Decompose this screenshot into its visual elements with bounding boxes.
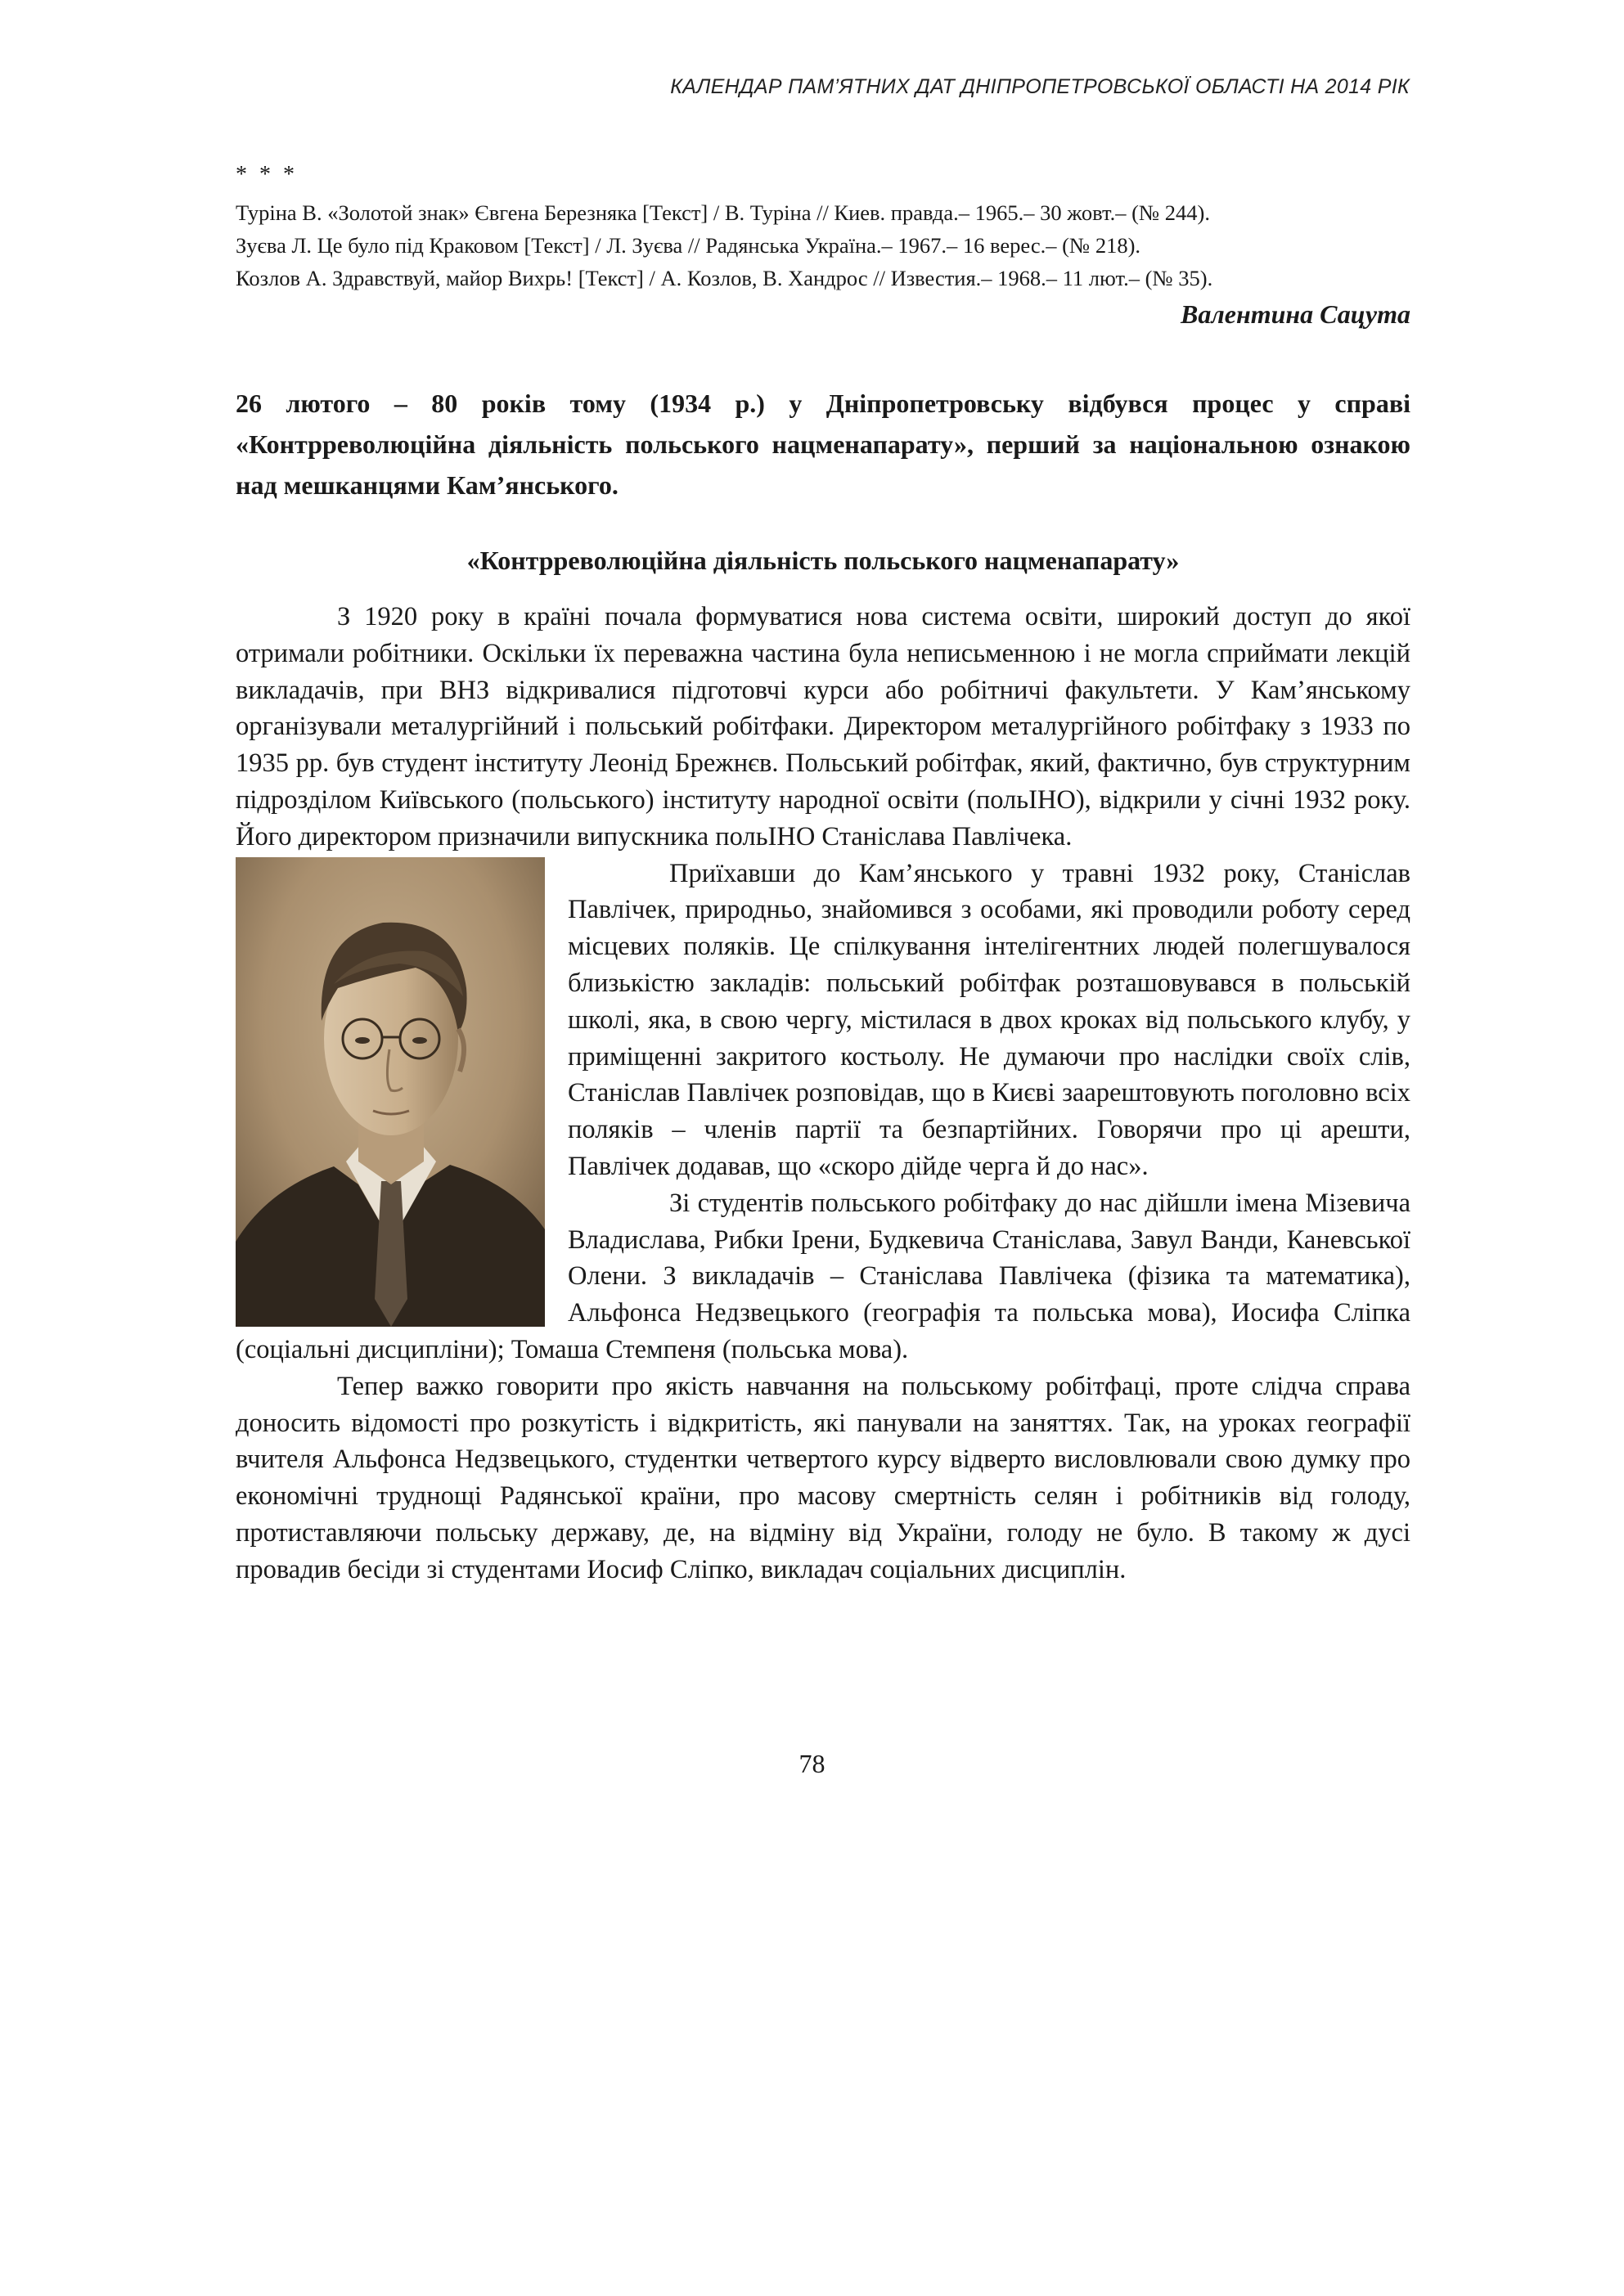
- reference-item: Турiна В. «Золотой знак» Євгена Березняка [Текст] / В. Туріна // Киев. правда.– 1965.– 30 жовт.– (№ 244).: [236, 200, 1210, 225]
- body-paragraph: Зі студентів польського робітфаку до нас дійшли імена Мізевича Владислава, Рибки Ірени, Будкевича Станіслава, Завул Ванди, Каневської Олени. З викладачів – Станіслава Павлічека (фізика та математика), Альфонса Недзвецького (географія та польська мова), Иосифа Сліпка (соціальні дисципліни); Томаша Стемпеня (польська мова).: [236, 1188, 1410, 1364]
- author-signature: Валентина Сацута: [1180, 299, 1410, 329]
- reference-list: [236, 196, 1410, 294]
- page-number: 78: [799, 1749, 825, 1778]
- article-body: [236, 599, 1410, 1588]
- body-paragraph: Тепер важко говорити про якість навчання на польському робітфаці, проте слідча справа доносить відомості про розкутість і відкритість, які панували на заняттях. Так, на уроках географії вчителя Альфонса Недзвецького, студентки четвертого курсу відверто висловлювали свою думку про економічні труднощі Радянської країни, про масову смертність селян і робітників від голоду, протиставляючи польську державу, де, на відміну від України, голоду не було. В такому ж дусі провадив бесіди зі студентами Иосиф Сліпко, викладач соціальних дисциплін.: [236, 1371, 1410, 1584]
- section-separator: * * *: [236, 162, 298, 187]
- portrait-photo: [236, 857, 545, 1327]
- body-paragraph: З 1920 року в країні почала формуватися нова система освіти, широкий доступ до якої отримали робітники. Оскільки їх переважна частина була неписьменною і не могла сприймати лекцій викладачів, при ВНЗ відкривалися підготовчі курси або робітничі факультети. У Кам’янському організували металургійний і польський робітфаки. Директором металургійного робітфаку з 1933 по 1935 рр. був студент інституту Леонід Брежнєв. Польський робітфак, який, фактично, був структурним підрозділом Київського (польського) інституту народної освіти (польІНО), відкрили у січні 1932 року. Його директором призначили випускника польІНО Станіслава Павлічека.: [236, 602, 1410, 851]
- article-title: «Контрреволюційна діяльність польського нацменапарату»: [466, 546, 1180, 575]
- running-header: КАЛЕНДАР ПАМ’ЯТНИХ ДАТ ДНІПРОПЕТРОВСЬКОЇ ОБЛАСТІ НА 2014 РІК: [670, 75, 1410, 98]
- reference-item: Зуєва Л. Це було під Краковом [Текст] / Л. Зуєва // Радянська Україна.– 1967.– 16 верес.– (№ 218).: [236, 233, 1141, 258]
- page-content: [236, 164, 1410, 1588]
- body-paragraph: Приїхавши до Кам’янського у травні 1932 року, Станіслав Павлічек, природньо, знайомився з особами, які проводили роботу серед місцевих поляків. Це спілкування інтелігентних людей полегшувалося близькістю закладів: польський робітфак розташовувався в польській школі, яка, в свою чергу, містилася в двох кроках від польського клубу, у приміщенні закритого костьолу. Не думаючи про наслідки своїх слів, Станіслав Павлічек розповідав, що в Києві заарештовують поголовно всіх поляків – членів партії та безпартійних. Говорячи про ці арешти, Павлічек додавав, що «скоро дійде черга й до нас».: [568, 858, 1410, 1181]
- article-lead: 26 лютого – 80 років тому (1934 р.) у Дніпропетровську відбувся процес у справі «Контрреволюційна діяльність польського нацменапарату», перший за національною ознакою над мешканцями Кам’янського.: [236, 389, 1410, 500]
- reference-item: Козлов А. Здравствуй, майор Вихрь! [Текст] / А. Козлов, В. Хандрос // Известия.– 1968.– 11 лют.– (№ 35).: [236, 266, 1213, 290]
